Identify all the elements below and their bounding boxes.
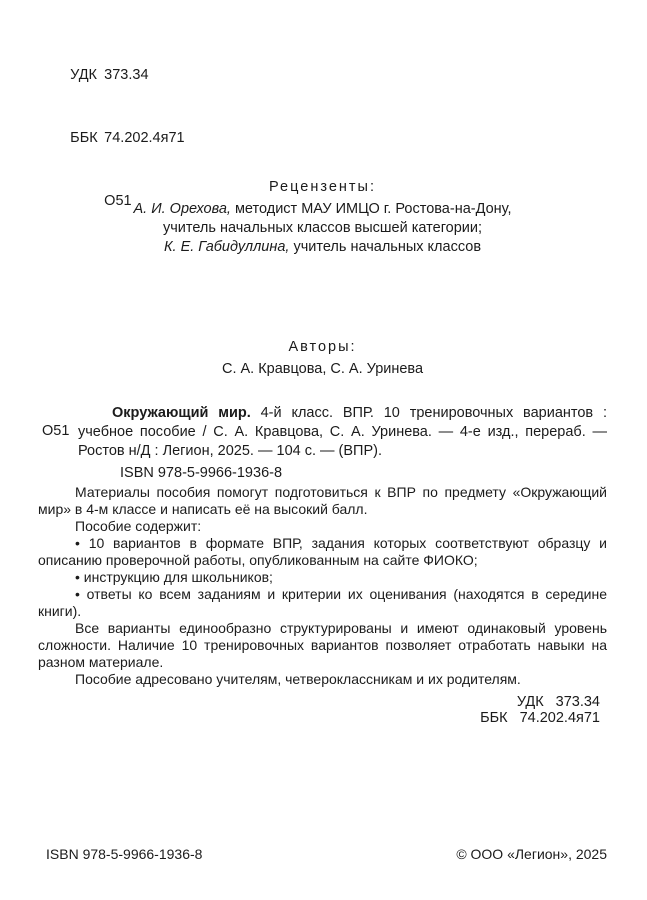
reviewer-1-line-1 <box>38 200 607 219</box>
reviewers-heading: Рецензенты: <box>269 179 376 195</box>
udk-line <box>46 44 607 107</box>
reviewer-1-line-2: учитель начальных классов высшей категории; <box>162 220 483 236</box>
udk-line-bottom <box>38 694 600 710</box>
authors-heading: Авторы: <box>288 339 357 355</box>
bbk-label-bottom: ББК <box>480 710 508 726</box>
page-footer <box>38 846 607 863</box>
footer-isbn: ISBN 978-5-9966-1936-8 <box>46 846 203 862</box>
annotation-section <box>38 484 607 688</box>
udk-label-bottom: УДК <box>516 694 544 710</box>
footer-copyright: © ООО «Легион», 2025 <box>456 846 607 862</box>
annotation-paragraph: Материалы пособия помогут подготовиться к ВПР по предмету «Окружающий мир» в 4-м классе и написать её на высокий балл. <box>38 484 607 517</box>
author-sign: О51 <box>104 193 132 209</box>
bbk-line-bottom <box>38 710 600 726</box>
udk-label: УДК <box>70 67 97 83</box>
catalog-card <box>38 404 607 483</box>
catalog-isbn: ISBN 978-5-9966-1936-8 <box>120 465 283 481</box>
annotation-bullet-item: • 10 вариантов в формате ВПР, задания которых соответствуют образцу и описанию проверочной работы, опубликованным на сайте ФИОКО; <box>38 535 607 568</box>
bbk-value: 74.202.4я71 <box>104 130 185 146</box>
catalog-author-sign: О51 <box>42 423 70 439</box>
reviewer-1-role: методист МАУ ИМЦО г. Ростова-на-Дону, <box>230 201 512 217</box>
reviewer-1-name: А. И. Орехова, <box>133 201 231 217</box>
authors-section <box>38 338 607 379</box>
reviewers-section <box>38 178 607 257</box>
catalog-book-title: Окружающий мир. <box>112 405 251 421</box>
annotation-paragraph: Пособие адресовано учителям, четвероклассникам и их родителям. <box>75 671 521 687</box>
catalog-entry-text <box>78 404 607 461</box>
authors-names: С. А. Кравцова, С. А. Уринева <box>221 361 424 377</box>
annotation-bullet-item: • ответы ко всем заданиям и критерии их оценивания (находятся в середине книги). <box>38 586 607 619</box>
reviewer-2-line <box>38 238 607 257</box>
catalog-entry-rest: 4-й класс. ВПР. 10 тренировочных вариантов : учебное пособие / С. А. Кравцова, С. А. Уринева. — 4-е изд., перераб. — Ростов н/Д : Легион, 2025. — 104 с. — (ВПР). <box>78 405 608 459</box>
annotation-bullet-item: • инструкцию для школьников; <box>75 569 273 585</box>
reviewer-2-role: учитель начальных классов <box>289 239 482 255</box>
annotation-paragraph: Пособие содержит: <box>75 518 202 534</box>
udk-value-bottom: 373.34 <box>555 694 600 710</box>
udk-value: 373.34 <box>104 67 149 83</box>
bbk-label: ББК <box>70 130 98 146</box>
bbk-line <box>46 107 607 170</box>
bbk-value-bottom: 74.202.4я71 <box>519 710 600 726</box>
classification-block-bottom <box>38 694 607 726</box>
annotation-paragraph: Все варианты единообразно структурированы и имеют одинаковый уровень сложности. Наличие 10 тренировочных вариантов позволяет отработать навыки на разном материале. <box>38 620 607 670</box>
reviewer-2-name: К. Е. Габидуллина, <box>163 239 290 255</box>
